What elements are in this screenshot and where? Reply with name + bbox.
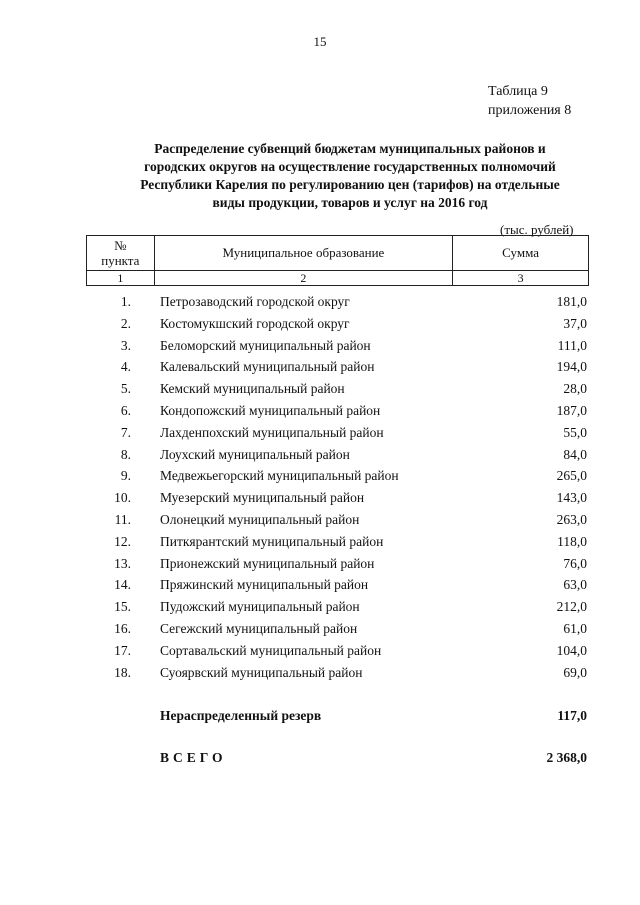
row-number: 8. xyxy=(120,446,131,462)
table-row xyxy=(86,466,589,488)
header-amount: Сумма xyxy=(453,236,589,271)
row-amount: 76,0 xyxy=(563,555,587,571)
table-row xyxy=(86,532,589,554)
row-number: 9. xyxy=(120,468,131,484)
row-amount: 37,0 xyxy=(563,315,587,331)
table-row xyxy=(86,663,589,685)
row-number: 12. xyxy=(114,533,131,549)
row-amount: 194,0 xyxy=(556,359,587,375)
row-number: 1. xyxy=(120,294,131,309)
row-number: 18. xyxy=(114,664,131,680)
row-amount: 212,0 xyxy=(556,599,587,615)
table-row xyxy=(86,401,589,423)
reference-line-2: приложения 8 xyxy=(488,103,572,118)
row-amount: 187,0 xyxy=(556,402,587,418)
row-number: 2. xyxy=(120,315,131,331)
row-municipality: Лахденпохский муниципальный район xyxy=(160,424,384,440)
table-row xyxy=(86,445,589,467)
row-amount: 63,0 xyxy=(563,577,587,593)
row-number: 3. xyxy=(120,337,131,353)
row-municipality: Сортавальский муниципальный район xyxy=(160,642,382,658)
table-row xyxy=(86,379,589,401)
table-row xyxy=(86,554,589,576)
document-title xyxy=(100,140,600,212)
units-label: (тыс. рублей) xyxy=(500,222,574,237)
header-number xyxy=(87,236,155,271)
table-header xyxy=(86,235,589,286)
row-municipality: Лоухский муниципальный район xyxy=(160,446,350,462)
column-index-1: 1 xyxy=(87,271,155,286)
row-number: 10. xyxy=(114,490,131,506)
column-index-3: 3 xyxy=(453,271,589,286)
table-row xyxy=(86,336,589,358)
row-number: 5. xyxy=(120,381,131,397)
row-municipality: Медвежьегорский муниципальный район xyxy=(160,468,399,484)
table-body xyxy=(86,292,589,684)
row-municipality: Прионежский муниципальный район xyxy=(160,555,375,571)
column-index-2: 2 xyxy=(154,271,453,286)
row-municipality: Кондопожский муниципальный район xyxy=(160,402,381,418)
row-municipality: Муезерский муниципальный район xyxy=(160,490,365,506)
header-number-line-1: № xyxy=(114,238,127,253)
row-amount: 118,0 xyxy=(557,533,587,549)
table-row xyxy=(86,575,589,597)
table-row xyxy=(86,488,589,510)
row-amount: 55,0 xyxy=(563,424,587,440)
row-amount: 111,0 xyxy=(557,337,587,353)
row-municipality: Костомукшский городской округ xyxy=(160,315,350,331)
row-amount: 265,0 xyxy=(556,468,587,484)
row-municipality: Петрозаводский городской округ xyxy=(160,294,350,309)
table-reference xyxy=(488,82,571,120)
total-amount: 2 368,0 xyxy=(546,750,587,765)
title-line-4: виды продукции, товаров и услуг на 2016 год xyxy=(212,195,488,210)
row-number: 13. xyxy=(114,555,131,571)
total-name: ВСЕГО xyxy=(160,750,227,765)
row-amount: 61,0 xyxy=(563,620,587,636)
header-number-line-2: пункта xyxy=(101,253,140,268)
row-number: 16. xyxy=(114,620,131,636)
table-row xyxy=(86,423,589,445)
row-amount: 84,0 xyxy=(563,446,587,462)
row-municipality: Олонецкий муниципальный район xyxy=(160,511,360,527)
row-number: 7. xyxy=(120,424,131,440)
row-amount: 143,0 xyxy=(556,490,587,506)
title-line-3: Республики Карелия по регулированию цен (тарифов) на отдельные xyxy=(140,177,560,192)
row-municipality: Калевальский муниципальный район xyxy=(160,359,375,375)
header-municipality: Муниципальное образование xyxy=(154,236,453,271)
reference-line-1: Таблица 9 xyxy=(488,84,548,99)
reserve-name: Нераспределенный резерв xyxy=(160,708,322,723)
title-line-2: городских округов на осуществление государственных полномочий xyxy=(144,159,556,174)
table-row xyxy=(86,597,589,619)
row-municipality: Сегежский муниципальный район xyxy=(160,620,358,636)
table-row xyxy=(86,314,589,336)
table-row xyxy=(86,619,589,641)
table-row xyxy=(86,292,589,314)
row-number: 14. xyxy=(114,577,131,593)
row-amount: 28,0 xyxy=(563,381,587,397)
title-line-1: Распределение субвенций бюджетам муниципальных районов и xyxy=(154,141,546,156)
row-number: 17. xyxy=(114,642,131,658)
row-number: 6. xyxy=(120,402,131,418)
row-municipality: Питкярантский муниципальный район xyxy=(160,533,384,549)
row-amount: 69,0 xyxy=(563,664,587,680)
row-number: 15. xyxy=(114,599,131,615)
row-amount: 263,0 xyxy=(556,511,587,527)
table-row xyxy=(86,510,589,532)
row-amount: 181,0 xyxy=(556,294,587,309)
row-number: 11. xyxy=(114,511,131,527)
row-amount: 104,0 xyxy=(556,642,587,658)
row-municipality: Суоярвский муниципальный район xyxy=(160,664,363,680)
table-row xyxy=(86,641,589,663)
table-row xyxy=(86,357,589,379)
row-municipality: Пудожский муниципальный район xyxy=(160,599,360,615)
page-number: 15 xyxy=(313,34,327,49)
reserve-amount: 117,0 xyxy=(557,708,587,723)
row-municipality: Пряжинский муниципальный район xyxy=(160,577,369,593)
row-municipality: Беломорский муниципальный район xyxy=(160,337,371,353)
row-number: 4. xyxy=(120,359,131,375)
row-municipality: Кемский муниципальный район xyxy=(160,381,345,397)
